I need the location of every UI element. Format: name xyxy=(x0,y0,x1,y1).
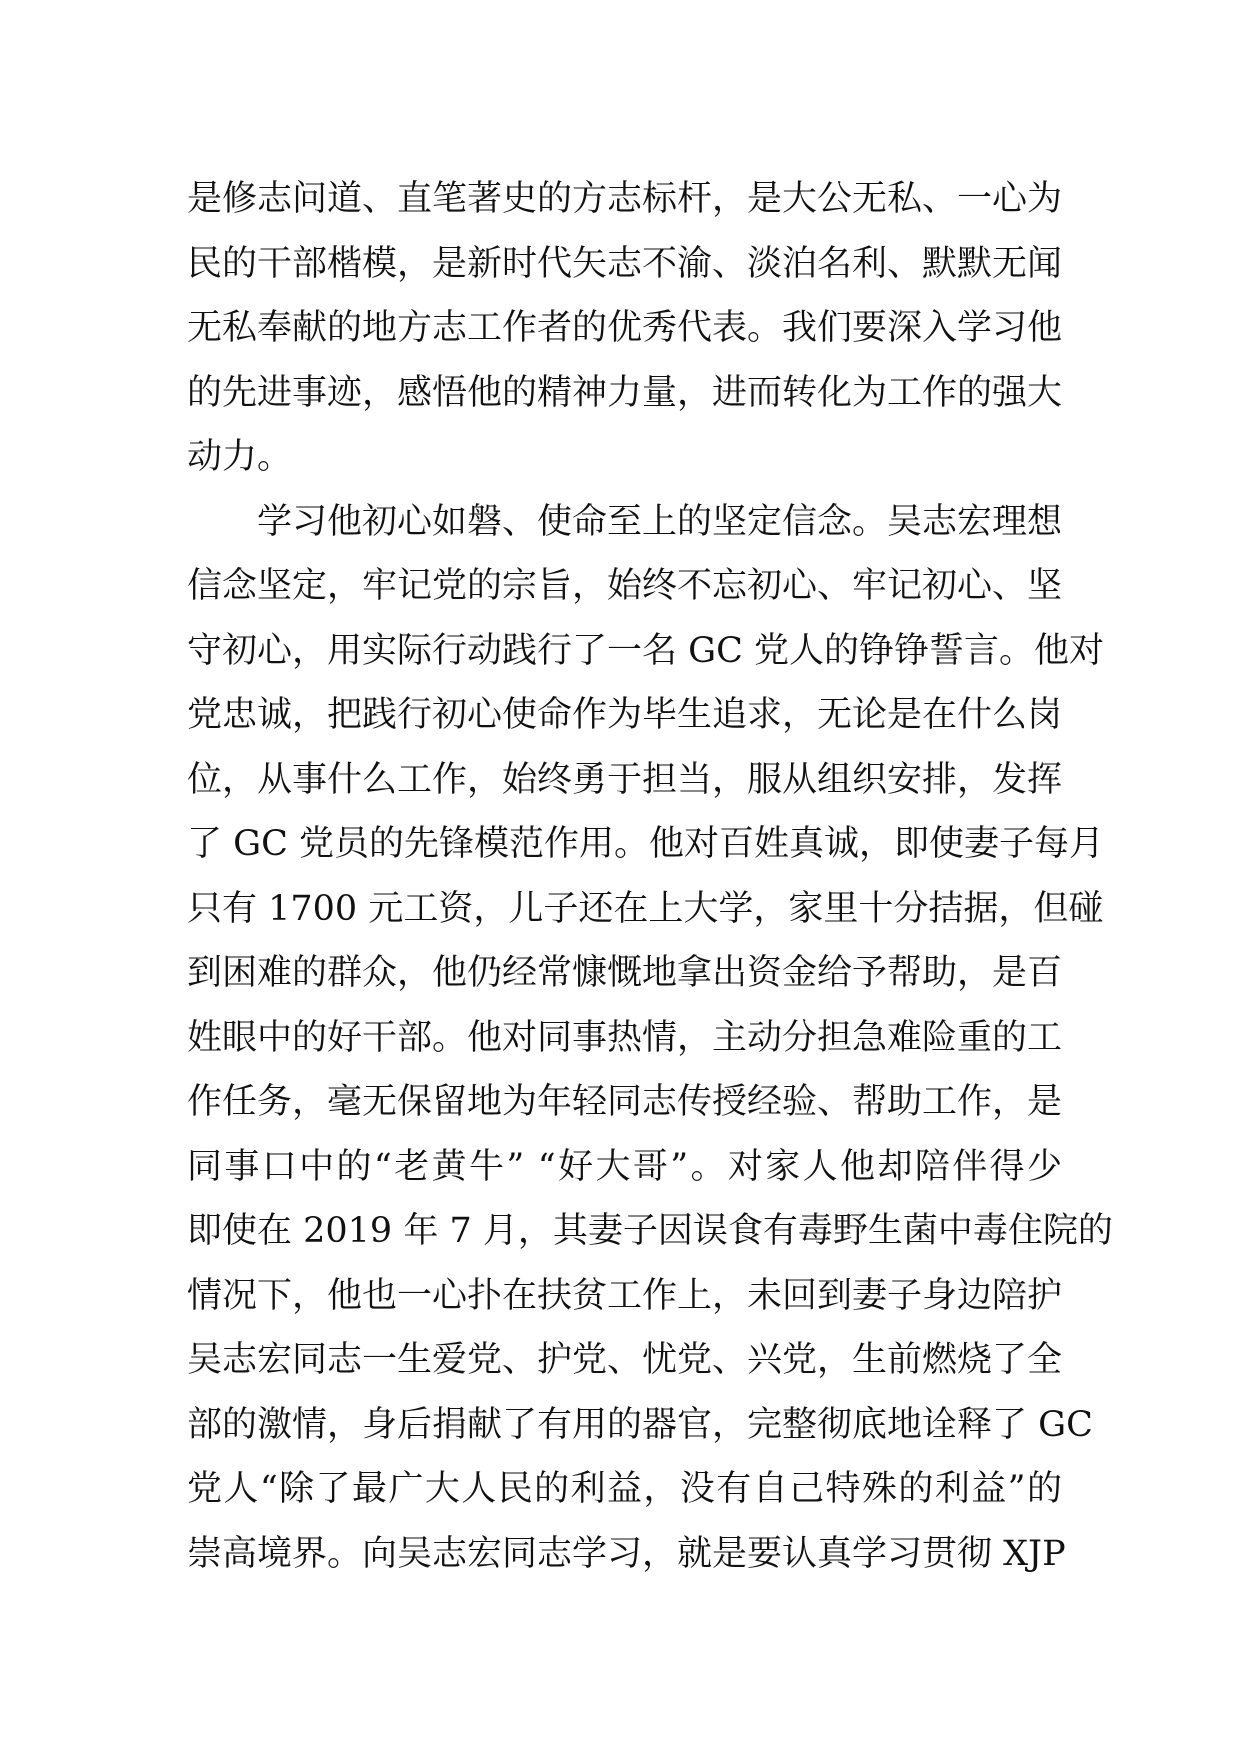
text-line: 部的激情，身后捐献了有用的器官，完整彻底地诠释了 GC xyxy=(187,1404,1093,1445)
text-line: 党忠诚，把践行初心使命作为毕生追求，无论是在什么岗 xyxy=(187,695,1063,735)
text-line: 即使在 2019 年 7 月，其妻子因误食有毒野生菌中毒住院的 xyxy=(187,1211,1113,1251)
text-line: 的先进事迹，感悟他的精神力量，进而转化为工作的强大 xyxy=(187,372,1063,413)
paragraph-first-line: 学习他初心如磐、使命至上的坚定信念。吴志宏理想 xyxy=(257,501,1063,542)
text-line: 了 GC 党员的先锋模范作用。他对百姓真诚，即使妻子每月 xyxy=(187,824,1104,864)
text-line: 情况下，他也一心扑在扶贫工作上，未回到妻子身边陪护 xyxy=(187,1275,1063,1316)
text-line: 党人“除了最广大人民的利益，没有自己特殊的利益”的 xyxy=(187,1469,1062,1509)
text-line: 信念坚定，牢记党的宗旨，始终不忘初心、牢记初心、坚 xyxy=(187,566,1063,606)
text-line: 动力。 xyxy=(187,437,293,477)
text-line: 位，从事什么工作，始终勇于担当，服从组织安排，发挥 xyxy=(187,759,1063,800)
text-line: 到困难的群众，他仍经常慷慨地拿出资金给予帮助，是百 xyxy=(187,953,1063,993)
text-line: 作任务，毫无保留地为年轻同志传授经验、帮助工作，是 xyxy=(187,1082,1063,1122)
text-line: 姓眼中的好干部。他对同事热情，主动分担急难险重的工 xyxy=(187,1017,1063,1058)
text-line: 同事口中的“老黄牛” “好大哥”。对家人他却陪伴得少 xyxy=(187,1146,1062,1187)
text-line: 守初心，用实际行动践行了一名 GC 党人的铮铮誓言。他对 xyxy=(187,630,1104,671)
text-line: 吴志宏同志一生爱党、护党、忧党、兴党，生前燃烧了全 xyxy=(187,1340,1063,1380)
text-line: 只有 1700 元工资，儿子还在上大学，家里十分拮据，但碰 xyxy=(187,888,1104,929)
text-line: 崇高境界。向吴志宏同志学习，就是要认真学习贯彻 XJP xyxy=(187,1533,1066,1574)
text-line: 无私奉献的地方志工作者的优秀代表。我们要深入学习他 xyxy=(187,308,1063,348)
text-line: 民的干部楷模，是新时代矢志不渝、淡泊名利、默默无闻 xyxy=(187,243,1063,284)
text-line: 是修志问道、直笔著史的方志标杆，是大公无私、一心为 xyxy=(187,179,1063,219)
body-text xyxy=(187,167,1113,1586)
